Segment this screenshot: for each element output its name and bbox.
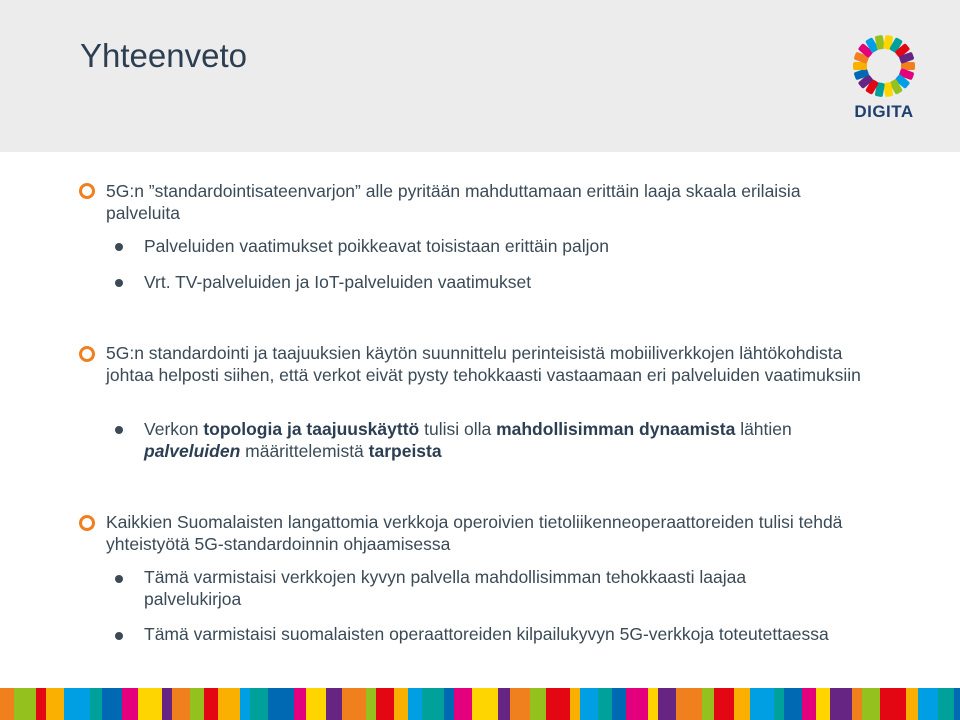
stripe-segment: [46, 688, 64, 720]
stripe-segment: [714, 688, 734, 720]
stripe-segment: [862, 688, 880, 720]
stripe-segment: [190, 688, 204, 720]
section-3-item-2: Tämä varmistaisi suomalaisten operaattoreiden kilpailukyvyn 5G-verkkoja toteutettaessa: [144, 624, 829, 644]
stripe-segment: [326, 688, 342, 720]
stripe-segment: [14, 688, 36, 720]
stripe-segment: [774, 688, 784, 720]
color-stripe-bar: [0, 688, 960, 720]
dot-bullet-icon: [115, 575, 123, 583]
stripe-segment: [172, 688, 190, 720]
section-2-text: 5G:n standardointi ja taajuuksien käytön suunnittelu perinteisistä mobiiliverkkojen lähtökohdista johtaa helposti siihen, että verkot eivät pysty tehokkaasti vastaamaan eri palveluiden vaatimuksiin: [106, 343, 861, 385]
stripe-segment: [376, 688, 394, 720]
stripe-segment: [676, 688, 702, 720]
stripe-segment: [816, 688, 830, 720]
stripe-segment: [218, 688, 240, 720]
text-run: tulisi olla: [419, 419, 497, 439]
logo-text: DIGITA: [854, 102, 914, 121]
stripe-segment: [162, 688, 172, 720]
stripe-segment: [918, 688, 938, 720]
stripe-segment: [342, 688, 366, 720]
stripe-segment: [570, 688, 580, 720]
slide-header: [0, 0, 960, 152]
digita-ring-icon: [842, 32, 926, 102]
section-1-item-2: Vrt. TV-palveluiden ja IoT-palveluiden vaatimukset: [144, 272, 532, 292]
section-2-item-1: [144, 419, 834, 462]
section-3-item-1: Tämä varmistaisi verkkojen kyvyn palvella mahdollisimman tehokkaasti laajaa palvelukirjoa: [144, 567, 747, 609]
stripe-segment: [138, 688, 162, 720]
stripe-segment: [444, 688, 454, 720]
stripe-segment: [472, 688, 498, 720]
ring-bullet-icon: [79, 346, 95, 362]
stripe-segment: [64, 688, 90, 720]
stripe-segment: [422, 688, 444, 720]
stripe-segment: [802, 688, 816, 720]
stripe-segment: [702, 688, 714, 720]
stripe-segment: [612, 688, 626, 720]
stripe-segment: [906, 688, 918, 720]
ring-bullet-icon: [79, 183, 95, 199]
stripe-segment: [734, 688, 750, 720]
stripe-segment: [830, 688, 852, 720]
section-1-item-1: Palveluiden vaatimukset poikkeavat toisistaan erittäin paljon: [144, 236, 609, 256]
stripe-segment: [36, 688, 46, 720]
stripe-segment: [454, 688, 472, 720]
stripe-segment: [938, 688, 954, 720]
stripe-segment: [530, 688, 546, 720]
dot-bullet-icon: [115, 632, 123, 640]
stripe-segment: [648, 688, 658, 720]
stripe-segment: [306, 688, 326, 720]
dot-bullet-icon: [115, 243, 123, 251]
page-title: Yhteenveto: [80, 37, 247, 74]
bold-italic-run: palveluiden: [144, 440, 241, 461]
stripe-segment: [598, 688, 612, 720]
bold-run: topologia ja taajuuskäyttö: [203, 419, 420, 439]
stripe-segment: [626, 688, 648, 720]
stripe-segment: [0, 688, 14, 720]
section-1-text: 5G:n ”standardointisateenvarjon” alle pyritään mahduttamaan erittäin laaja skaala erilaisia palveluita: [106, 181, 801, 223]
stripe-segment: [954, 688, 960, 720]
ring-bullet-icon: [79, 515, 95, 531]
stripe-segment: [294, 688, 306, 720]
stripe-segment: [90, 688, 102, 720]
dot-bullet-icon: [115, 279, 123, 287]
section-3-text: Kaikkien Suomalaisten langattomia verkkoja operoivien tietoliikenneoperaattoreiden tulisi tehdä yhteistyötä 5G-standardoinnin ohjaamisessa: [106, 512, 843, 554]
stripe-segment: [122, 688, 138, 720]
stripe-segment: [580, 688, 598, 720]
stripe-segment: [102, 688, 122, 720]
stripe-segment: [394, 688, 408, 720]
dot-bullet-icon: [115, 426, 123, 434]
stripe-segment: [408, 688, 422, 720]
stripe-segment: [268, 688, 294, 720]
text-run: lähtien: [735, 419, 792, 439]
stripe-segment: [658, 688, 676, 720]
stripe-segment: [750, 688, 774, 720]
stripe-segment: [204, 688, 218, 720]
digita-logo: [842, 32, 926, 126]
text-run: määrittelemistä: [240, 440, 369, 461]
text-run: Verkon: [144, 419, 204, 439]
stripe-segment: [784, 688, 802, 720]
stripe-segment: [510, 688, 530, 720]
stripe-segment: [250, 688, 268, 720]
stripe-segment: [240, 688, 250, 720]
stripe-segment: [366, 688, 376, 720]
bold-run: tarpeista: [368, 440, 442, 461]
bold-run: mahdollisimman dynaamista: [496, 419, 736, 439]
stripe-segment: [498, 688, 510, 720]
stripe-segment: [852, 688, 862, 720]
stripe-segment: [880, 688, 906, 720]
stripe-segment: [546, 688, 570, 720]
